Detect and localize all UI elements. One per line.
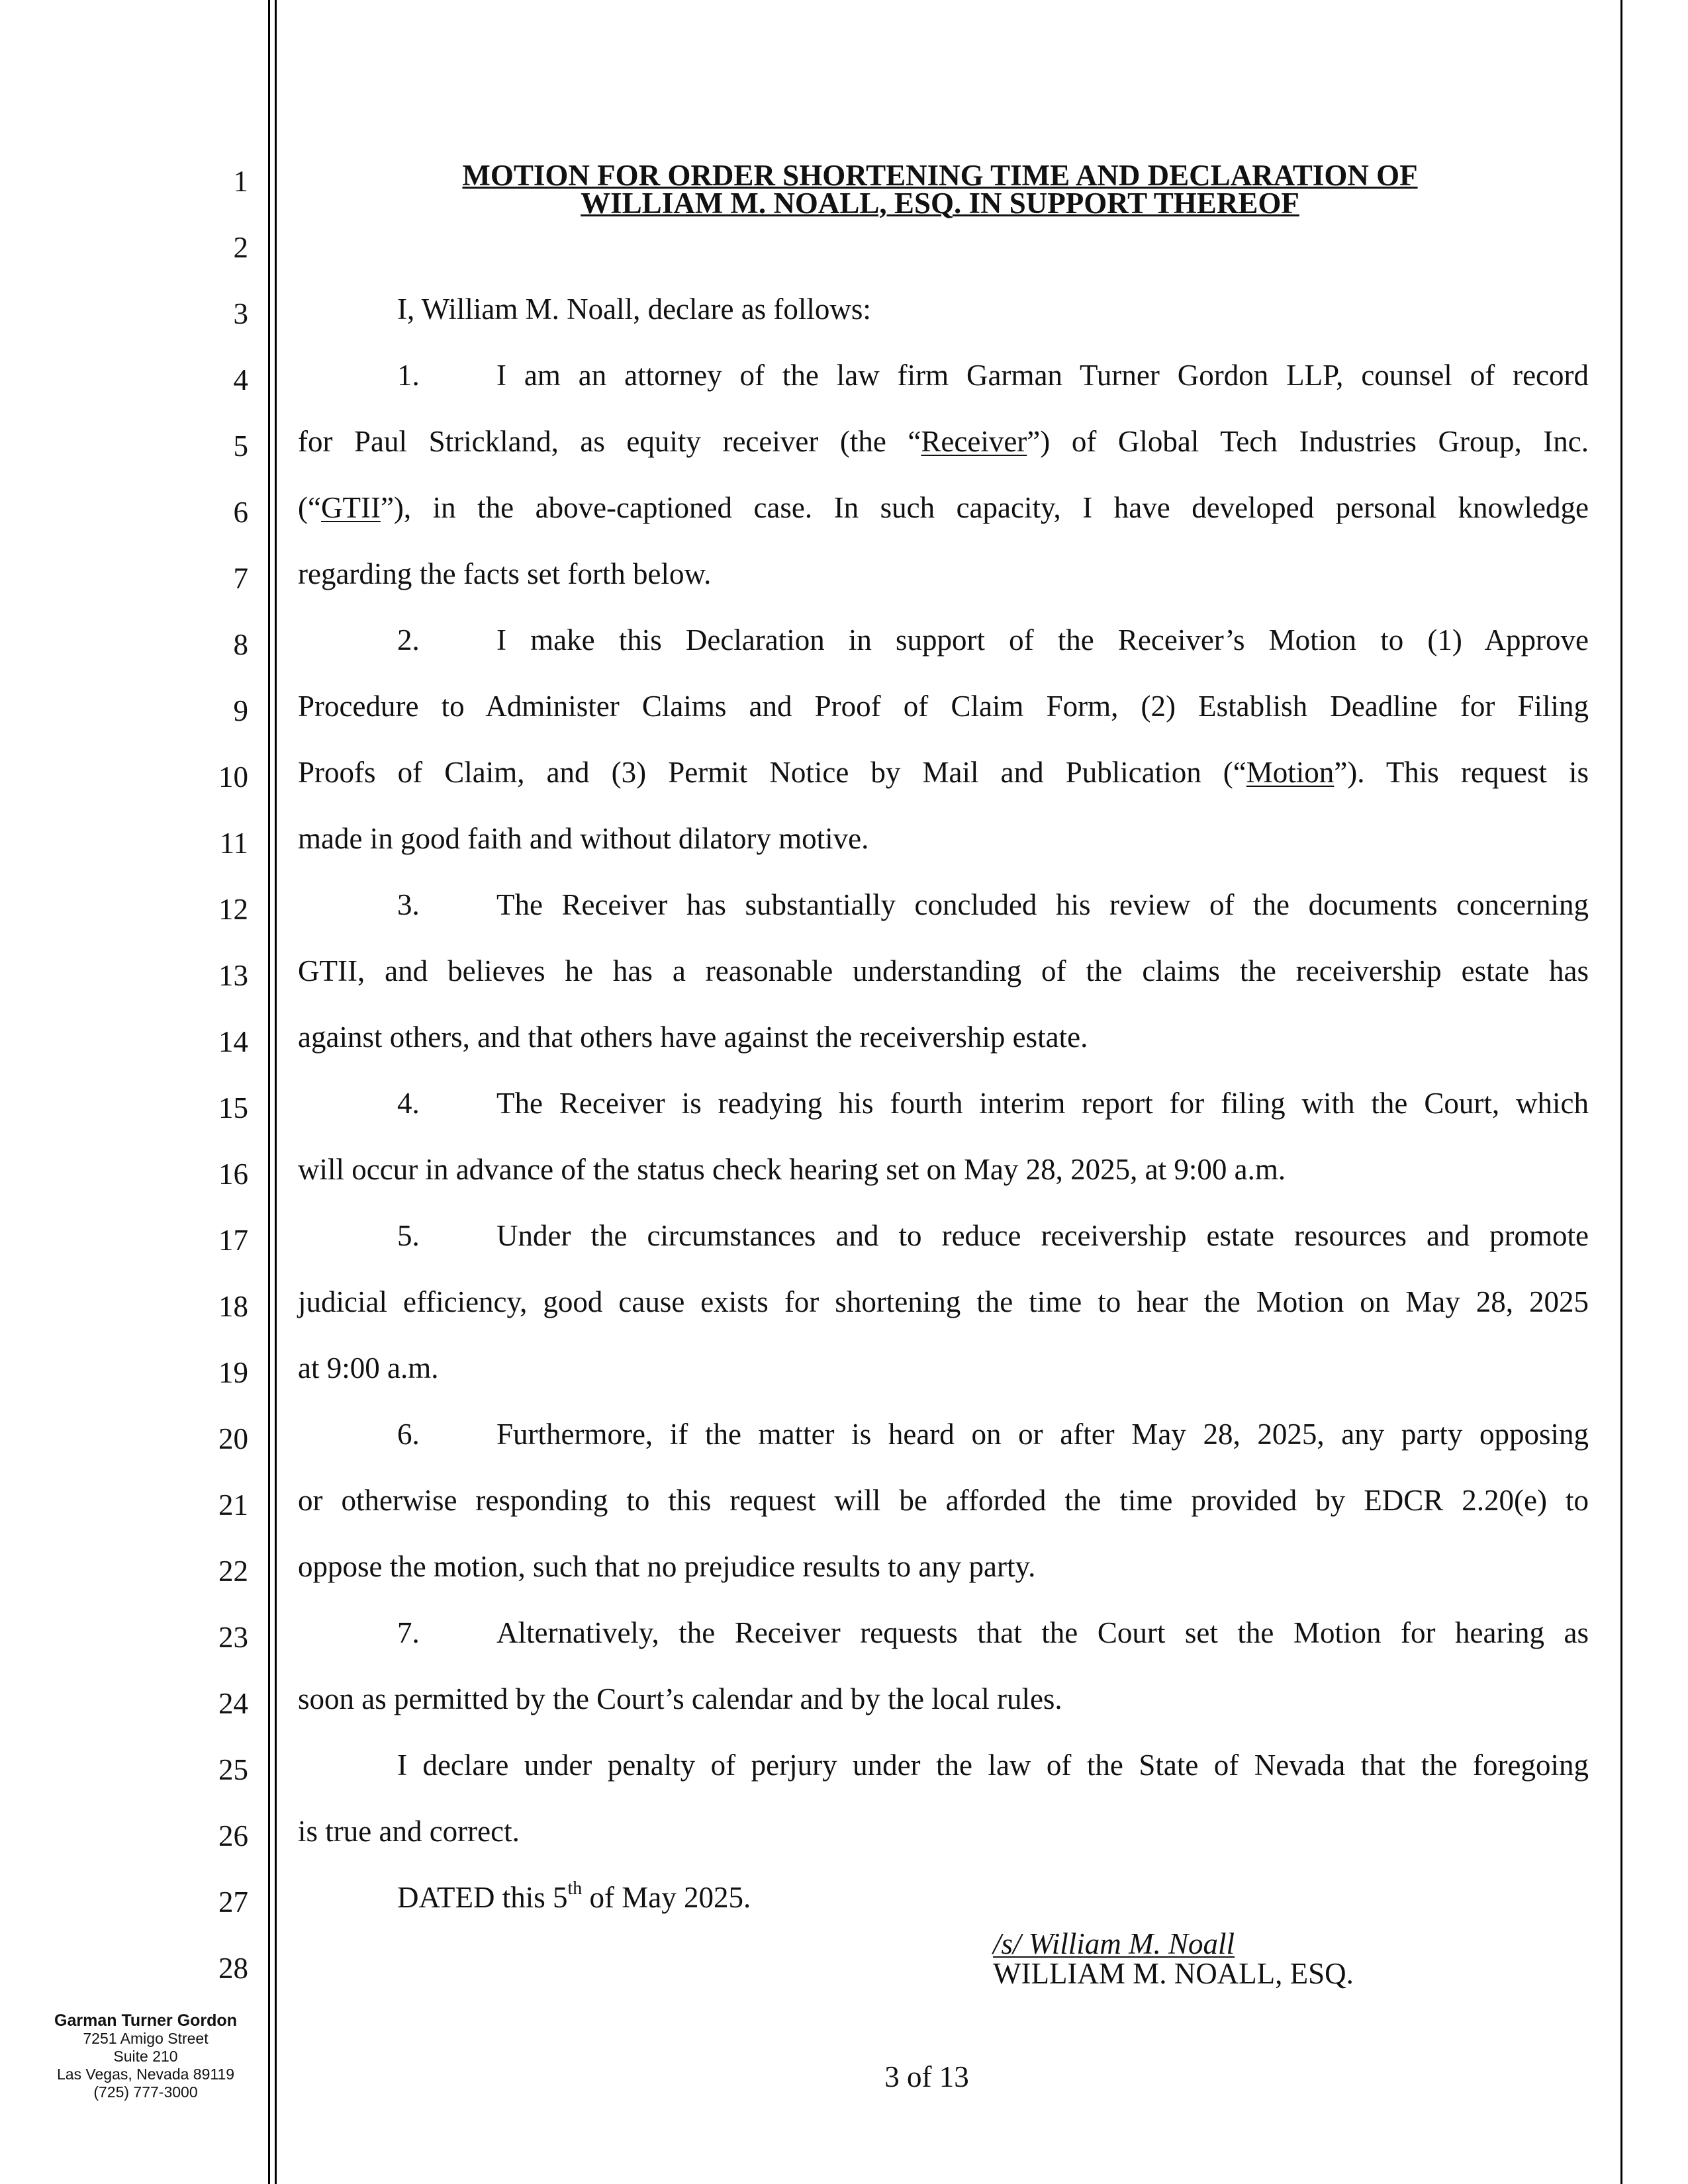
text-run: of May 2025. (582, 1881, 751, 1914)
line-number: 8 (233, 628, 248, 661)
firm-street: 7251 Amigo Street (83, 2030, 209, 2047)
line-number: 11 (219, 827, 248, 860)
line-number: 5 (233, 430, 248, 463)
document-title-line-1: MOTION FOR ORDER SHORTENING TIME AND DECLARATION OF (462, 159, 1418, 192)
text-run: for Paul Strickland, as equity receiver (the “ (298, 425, 921, 458)
defined-term-receiver: Receiver (921, 425, 1027, 458)
para-1-line-4: regarding the facts set forth below. (298, 557, 712, 590)
dated-line (397, 1878, 1688, 1914)
line-number: 4 (233, 363, 248, 396)
text-run: DATED this 5 (397, 1881, 568, 1914)
page-number: 3 of 13 (884, 2060, 969, 2093)
para-2-line-1 (397, 625, 1589, 655)
defined-term-gtii: GTII (320, 491, 381, 524)
para-7-line-1 (397, 1618, 1589, 1648)
text-run: ”), in the above-captioned case. In such capacity, I have developed personal knowledge (380, 491, 1589, 524)
line-number: 16 (218, 1158, 248, 1191)
firm-address-block (26, 2012, 265, 2101)
para-1-line-3 (298, 493, 1589, 523)
line-number: 21 (218, 1488, 248, 1522)
intro-line: I, William M. Noall, declare as follows: (397, 293, 871, 326)
text-run: ”) of Global Tech Industries Group, Inc. (1027, 425, 1589, 458)
defined-term-motion: Motion (1246, 756, 1335, 789)
line-number: 22 (218, 1555, 248, 1588)
line-number: 20 (218, 1422, 248, 1455)
para-3-line-1 (397, 890, 1589, 920)
text-run: ”). This request is (1334, 756, 1589, 789)
para-5-line-1 (397, 1221, 1589, 1251)
para-1-line-1 (397, 361, 1589, 390)
para-2-number: 2. (397, 623, 420, 657)
document-title (291, 159, 1589, 220)
declaration-line-2: is true and correct. (298, 1815, 520, 1848)
para-4-text: The Receiver is readying his fourth interim report for filing with the Court, which (496, 1087, 1589, 1120)
para-3-number: 3. (397, 888, 420, 921)
para-6-line-3: oppose the motion, such that no prejudice results to any party. (298, 1550, 1036, 1583)
ordinal-suffix: th (567, 1878, 583, 1899)
line-number: 10 (218, 760, 248, 794)
para-5-line-3: at 9:00 a.m. (298, 1351, 439, 1385)
document-title-line-2: WILLIAM M. NOALL, ESQ. IN SUPPORT THEREOF (581, 187, 1299, 220)
para-6-text: Furthermore, if the matter is heard on or after May 28, 2025, any party opposing (496, 1418, 1589, 1451)
line-number: 26 (218, 1819, 248, 1852)
para-4-number: 4. (397, 1087, 420, 1120)
firm-suite: Suite 210 (113, 2048, 178, 2065)
line-number: 19 (218, 1356, 248, 1389)
para-1-text: I am an attorney of the law firm Garman Turner Gordon LLP, counsel of record (496, 359, 1589, 392)
para-7-text: Alternatively, the Receiver requests that the Court set the Motion for hearing as (496, 1616, 1589, 1649)
line-number: 18 (218, 1290, 248, 1323)
para-3-text: The Receiver has substantially concluded his review of the documents concerning (496, 888, 1589, 921)
right-margin-rule (1620, 0, 1622, 2184)
line-number: 25 (218, 1753, 248, 1786)
para-4-line-2: will occur in advance of the status check hearing set on May 28, 2025, at 9:00 a.m. (298, 1153, 1286, 1186)
line-number: 12 (218, 893, 248, 926)
para-2-line-4: made in good faith and without dilatory motive. (298, 822, 869, 855)
firm-phone: (725) 777-3000 (93, 2083, 198, 2101)
firm-city: Las Vegas, Nevada 89119 (56, 2066, 235, 2083)
para-2-line-2: Procedure to Administer Claims and Proof of Claim Form, (2) Establish Deadline for Filing (298, 690, 1589, 723)
text-run: (“ (298, 491, 321, 524)
electronic-signature: /s/ William M. Noall (993, 1927, 1235, 1960)
firm-name: Garman Turner Gordon (54, 2011, 237, 2030)
line-number: 15 (218, 1091, 248, 1124)
text-run: Proofs of Claim, and (3) Permit Notice by Mail and Publication (“ (298, 756, 1246, 789)
para-6-line-2: or otherwise responding to this request will be afforded the time provided by EDCR 2.20(e) to (298, 1484, 1589, 1517)
signer-name: WILLIAM M. NOALL, ESQ. (993, 1957, 1354, 1990)
para-3-line-2: GTII, and believes he has a reasonable understanding of the claims the receivership estate has (298, 954, 1589, 987)
line-number: 17 (218, 1224, 248, 1257)
line-number: 28 (218, 1952, 248, 1985)
line-number: 27 (218, 1886, 248, 1919)
para-7-number: 7. (397, 1616, 420, 1649)
para-5-line-2: judicial efficiency, good cause exists for shortening the time to hear the Motion on May 28, 2025 (298, 1285, 1589, 1318)
para-6-number: 6. (397, 1418, 420, 1451)
para-3-line-3: against others, and that others have against the receivership estate. (298, 1021, 1088, 1054)
left-margin-rule-outer (268, 0, 270, 2184)
para-4-line-1 (397, 1089, 1589, 1118)
line-number: 2 (233, 231, 248, 264)
line-number: 3 (233, 297, 248, 330)
para-6-line-1 (397, 1420, 1589, 1449)
line-number: 13 (218, 959, 248, 992)
declaration-line-1: I declare under penalty of perjury under the law of the State of Nevada that the foregoing (397, 1749, 1589, 1782)
line-number: 6 (233, 496, 248, 529)
para-7-line-2: soon as permitted by the Court’s calendar and by the local rules. (298, 1682, 1062, 1715)
line-number: 9 (233, 694, 248, 727)
signature-block (993, 1929, 1496, 1989)
line-number: 14 (218, 1025, 248, 1058)
left-margin-rule-inner (275, 0, 277, 2184)
line-number: 1 (233, 165, 248, 198)
para-2-text: I make this Declaration in support of the Receiver’s Motion to (1) Approve (496, 623, 1589, 657)
line-number: 23 (218, 1621, 248, 1654)
line-number: 24 (218, 1687, 248, 1720)
para-2-line-3 (298, 758, 1589, 788)
para-1-number: 1. (397, 359, 420, 392)
para-5-number: 5. (397, 1219, 420, 1252)
para-5-text: Under the circumstances and to reduce receivership estate resources and promote (496, 1219, 1589, 1252)
para-1-line-2 (298, 427, 1589, 457)
line-number: 7 (233, 562, 248, 595)
